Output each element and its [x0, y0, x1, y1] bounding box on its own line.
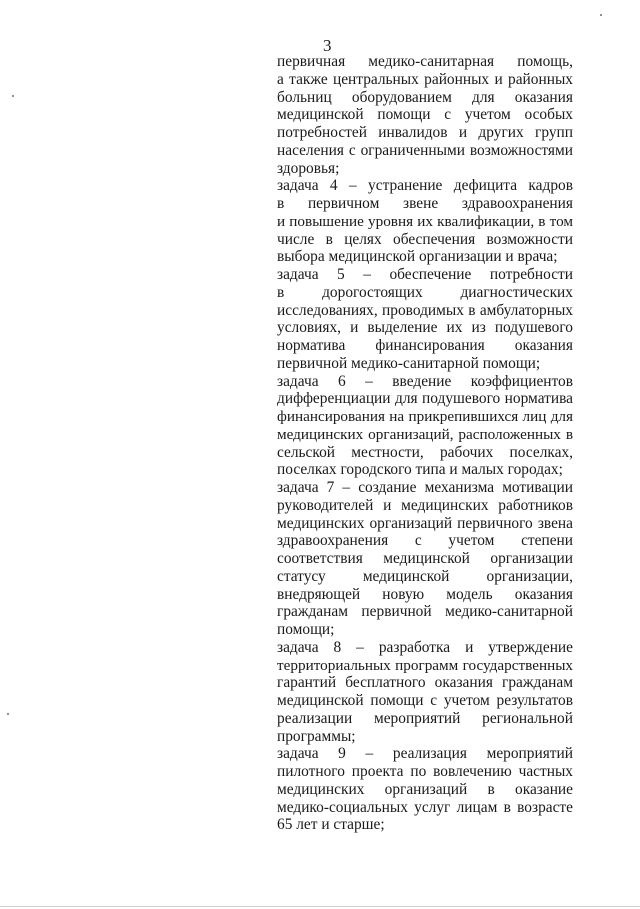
text-line: финансирования на прикрепившихся лиц для [277, 408, 573, 425]
text-line: норматива финансирования оказания [277, 337, 573, 354]
text-line: статусу медицинской организации, [277, 567, 573, 585]
scan-speck [12, 95, 14, 97]
text-line: 65 лет и старше; [277, 816, 385, 834]
text-line: медицинских организаций первичного звена [277, 514, 573, 532]
text-line: помощи; [277, 621, 335, 638]
text-line: гарантий бесплатного оказания гражданам [277, 674, 573, 692]
text-line: первичная медико-санитарная помощь, [277, 53, 573, 70]
text-line: программы; [277, 727, 356, 745]
text-line: условиях, и выделение их из подушевого [277, 319, 573, 337]
text-line: задача 4 – устранение дефицита кадров [277, 177, 573, 195]
text-line: исследованиях, проводимых в амбулаторных [277, 301, 573, 319]
text-line: выбора медицинской организации и врача; [277, 248, 558, 266]
text-line: реализации мероприятий региональной [277, 709, 573, 727]
text-line: руководителей и медицинских работников [277, 496, 573, 514]
body-text [277, 53, 573, 834]
text-line: соответствия медицинской организации [277, 550, 573, 567]
text-line: в дорогостоящих диагностических [277, 283, 573, 301]
text-line: дифференциации для подушевого норматива [277, 390, 573, 408]
text-line: медико-социальных услуг лицам в возрасте [277, 798, 573, 816]
scan-speck [600, 14, 602, 16]
text-line: здравоохранения с учетом степени [277, 532, 573, 550]
text-line: задача 8 – разработка и утверждение [277, 638, 573, 656]
text-line: сельской местности, рабочих поселках, [277, 443, 573, 461]
text-line: задача 7 – создание механизма мотивации [277, 479, 573, 496]
text-line: гражданам первичной медико-санитарной [277, 603, 573, 621]
text-line: числе в целях обеспечения возможности [277, 230, 573, 248]
text-line: внедряющей новую модель оказания [277, 585, 573, 603]
scan-edge-bottom [0, 906, 640, 907]
text-line: задача 6 – введение коэффициентов [277, 372, 573, 390]
text-line: задача 5 – обеспечение потребности [277, 266, 573, 283]
page-number: 3 [323, 36, 332, 55]
text-line: пилотного проекта по вовлечению частных [277, 763, 573, 780]
text-line: задача 9 – реализация мероприятий [277, 745, 573, 763]
text-line: первичной медико-санитарной помощи; [277, 354, 541, 372]
text-line: потребностей инвалидов и других групп [277, 124, 573, 141]
text-line: медицинских организаций, расположенных в [277, 425, 573, 443]
text-line: медицинской помощи с учетом результатов [277, 692, 573, 709]
text-line: а также центральных районных и районных [277, 70, 573, 88]
text-line: и повышение уровня их квалификации, в том [277, 212, 573, 230]
text-line: в первичном звене здравоохранения [277, 195, 573, 212]
text-line: территориальных программ государственных [277, 656, 573, 674]
text-line: медицинских организаций в оказание [277, 780, 573, 798]
text-line: здоровья; [277, 159, 340, 177]
text-line: больниц оборудованием для оказания [277, 88, 573, 106]
text-line: поселках городского типа и малых городах; [277, 461, 563, 479]
text-line: населения с ограниченными возможностями [277, 141, 573, 159]
scan-speck [7, 713, 9, 715]
text-line: медицинской помощи с учетом особых [277, 106, 573, 124]
